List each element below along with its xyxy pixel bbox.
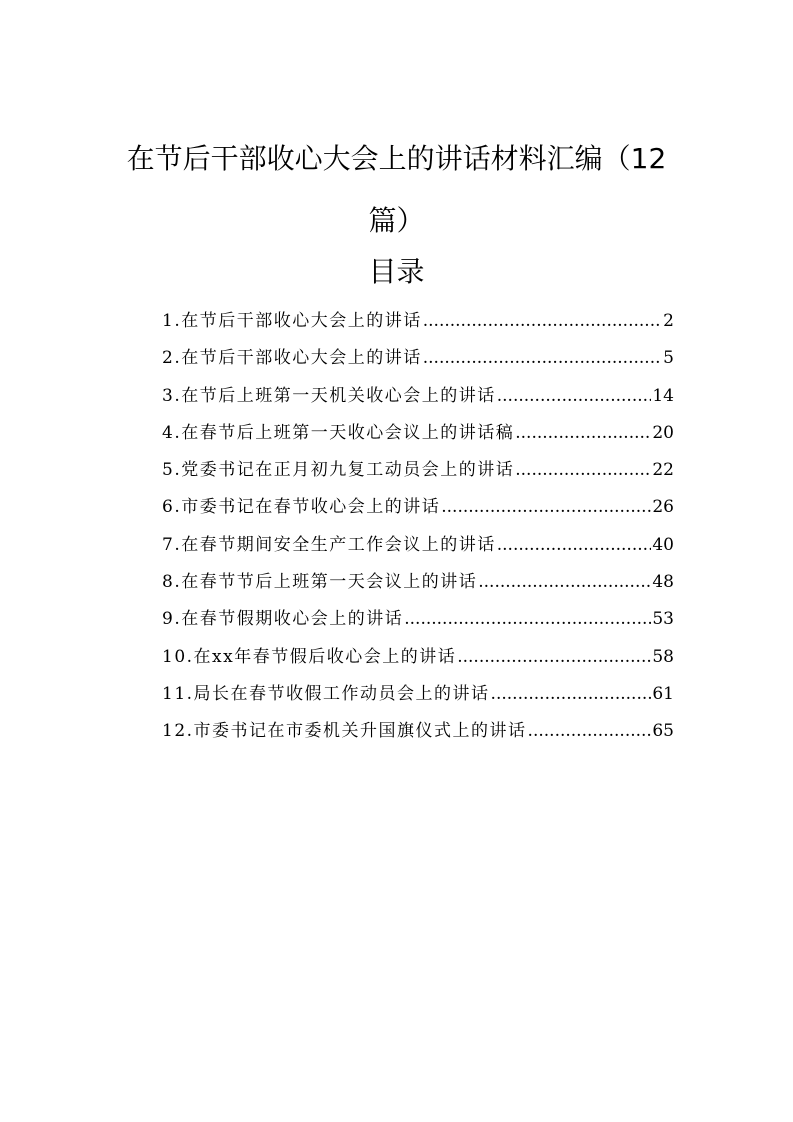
toc-entry-label: 11.局长在春节收假工作动员会上的讲话 bbox=[162, 683, 490, 704]
toc-dot-leader bbox=[515, 460, 651, 480]
toc-page-number: 22 bbox=[652, 460, 674, 481]
toc-entry-label: 10.在xx年春节假后收心会上的讲话 bbox=[162, 646, 457, 667]
table-of-contents bbox=[162, 306, 674, 754]
toc-entry-label: 6.市委书记在春节收心会上的讲话 bbox=[162, 497, 441, 518]
toc-page-number: 61 bbox=[652, 683, 674, 704]
toc-entry[interactable] bbox=[162, 567, 674, 604]
toc-page-number: 5 bbox=[663, 348, 674, 369]
toc-entry[interactable] bbox=[162, 530, 674, 567]
toc-dot-leader bbox=[457, 647, 651, 667]
document-title: 在节后干部收心大会上的讲话材料汇编（12篇） bbox=[126, 142, 667, 237]
toc-page-number: 48 bbox=[652, 572, 674, 593]
toc-entry-label: 8.在春节节后上班第一天会议上的讲话 bbox=[162, 572, 478, 593]
toc-entry-label: 12.市委书记在市委机关升国旗仪式上的讲话 bbox=[162, 721, 527, 742]
toc-page-number: 26 bbox=[652, 497, 674, 518]
toc-entry-label: 4.在春节后上班第一天收心会议上的讲话稿 bbox=[162, 422, 515, 443]
toc-entry-label: 7.在春节期间安全生产工作会议上的讲话 bbox=[162, 534, 496, 555]
toc-entry[interactable] bbox=[162, 418, 674, 455]
toc-entry[interactable] bbox=[162, 679, 674, 716]
toc-entry[interactable] bbox=[162, 642, 674, 679]
toc-entry-label: 3.在节后上班第一天机关收心会上的讲话 bbox=[162, 385, 496, 406]
toc-entry[interactable] bbox=[162, 381, 674, 418]
toc-page-number: 20 bbox=[652, 422, 674, 443]
toc-page-number: 58 bbox=[652, 646, 674, 667]
toc-dot-leader bbox=[404, 609, 651, 629]
toc-dot-leader bbox=[497, 535, 652, 555]
toc-entry-label: 9.在春节假期收心会上的讲话 bbox=[162, 609, 404, 630]
toc-page-number: 2 bbox=[663, 311, 674, 331]
toc-entry-label: 2.在节后干部收心大会上的讲话 bbox=[162, 348, 422, 369]
toc-page-number: 53 bbox=[652, 609, 674, 630]
toc-entry-label: 1.在节后干部收心大会上的讲话 bbox=[162, 311, 422, 331]
toc-entry-label: 5.党委书记在正月初九复工动员会上的讲话 bbox=[162, 460, 515, 481]
toc-entry[interactable] bbox=[162, 455, 674, 492]
toc-entry[interactable] bbox=[162, 604, 674, 641]
toc-dot-leader bbox=[441, 497, 651, 517]
toc-dot-leader bbox=[515, 423, 651, 443]
toc-entry[interactable] bbox=[162, 716, 674, 753]
toc-dot-leader bbox=[423, 348, 662, 368]
toc-entry[interactable] bbox=[162, 343, 674, 380]
toc-entry[interactable] bbox=[162, 492, 674, 529]
toc-heading: 目录 bbox=[368, 255, 425, 288]
toc-page-number: 65 bbox=[652, 721, 674, 742]
toc-dot-leader bbox=[497, 386, 652, 406]
toc-dot-leader bbox=[478, 572, 651, 592]
toc-dot-leader bbox=[423, 311, 662, 331]
toc-entry[interactable] bbox=[162, 306, 674, 343]
toc-page-number: 14 bbox=[652, 385, 674, 406]
toc-dot-leader bbox=[491, 684, 652, 704]
toc-dot-leader bbox=[528, 721, 652, 741]
toc-page-number: 40 bbox=[652, 534, 674, 555]
